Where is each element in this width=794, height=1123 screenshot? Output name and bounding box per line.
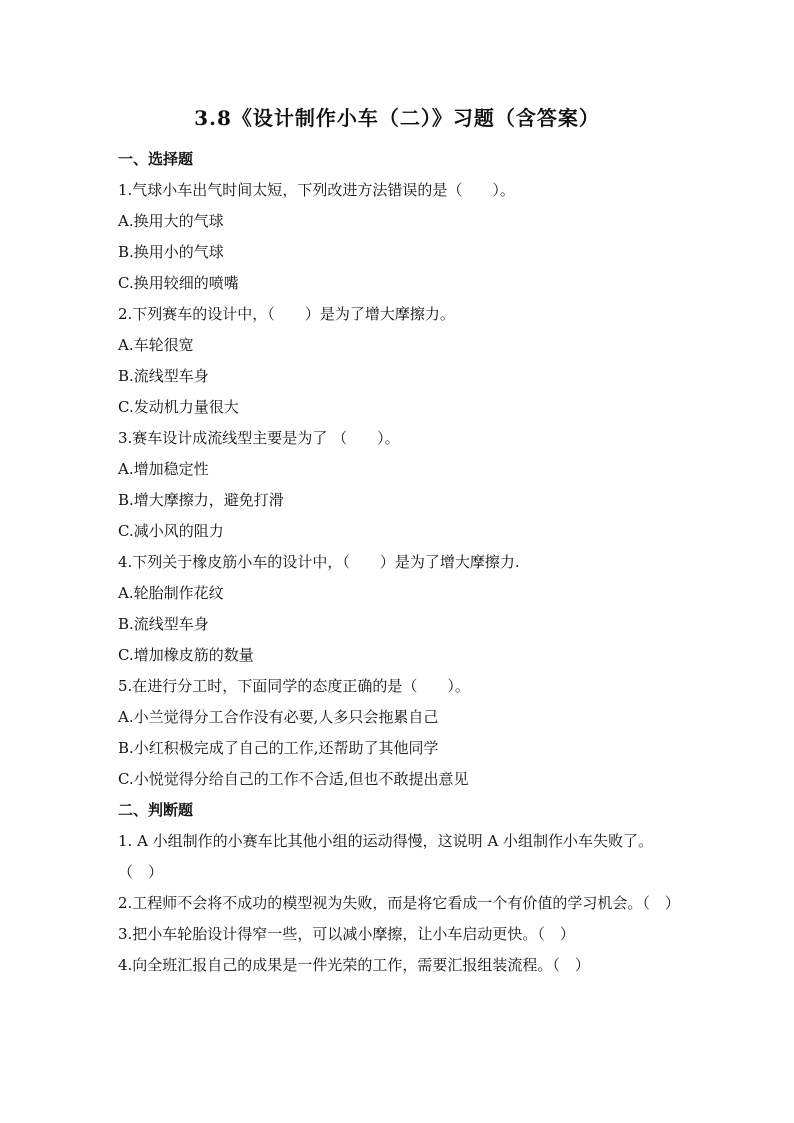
option-b: B.流线型车身 <box>118 367 209 385</box>
document-body <box>118 144 678 981</box>
question-text: 2.下列赛车的设计中，（ ）是为了增大摩擦力。 <box>118 305 455 323</box>
question-block <box>118 175 678 299</box>
judgement-item: 4.向全班汇报自己的成果是一件光荣的工作，需要汇报组装流程。（ ） <box>118 956 590 974</box>
option-a: A.车轮很宽 <box>118 336 194 354</box>
option-c: C.发动机力量很大 <box>118 398 239 416</box>
section-heading-choice: 一、选择题 <box>118 150 194 168</box>
question-text: 5.在进行分工时，下面同学的态度正确的是（ ）。 <box>118 677 470 695</box>
option-a: A.轮胎制作花纹 <box>118 584 224 602</box>
question-text: 1.气球小车出气时间太短，下列改进方法错误的是（ ）。 <box>118 181 515 199</box>
option-b: B.小红积极完成了自己的工作,还帮助了其他同学 <box>118 739 439 757</box>
option-a: A.增加稳定性 <box>118 460 209 478</box>
option-b: B.增大摩擦力，避免打滑 <box>118 491 284 509</box>
option-b: B.流线型车身 <box>118 615 209 633</box>
judgement-item: 3.把小车轮胎设计得窄一些，可以减小摩擦，让小车启动更快。（ ） <box>118 925 575 943</box>
option-a: A.小兰觉得分工合作没有必要,人多只会拖累自己 <box>118 708 439 726</box>
option-c: C.换用较细的喷嘴 <box>118 274 239 292</box>
question-block <box>118 671 678 795</box>
page-title: 3.8《设计制作小车（二）》习题（含答案） <box>194 106 600 130</box>
question-text: 3.赛车设计成流线型主要是为了 （ ）。 <box>118 429 400 447</box>
question-block <box>118 299 678 423</box>
option-c: C.增加橡皮筋的数量 <box>118 646 254 664</box>
judgement-item: 1. A 小组制作的小赛车比其他小组的运动得慢，这说明 A 小组制作小车失败了。（ ） <box>118 832 654 881</box>
question-block <box>118 423 678 547</box>
question-block <box>118 547 678 671</box>
option-a: A.换用大的气球 <box>118 212 224 230</box>
judgement-item: 2.工程师不会将不成功的模型视为失败，而是将它看成一个有价值的学习机会。（ ） <box>118 894 680 912</box>
option-c: C.减小风的阻力 <box>118 522 224 540</box>
option-c: C.小悦觉得分给自己的工作不合适,但也不敢提出意见 <box>118 770 469 788</box>
question-text: 4.下列关于橡皮筋小车的设计中，（ ）是为了增大摩擦力. <box>118 553 520 571</box>
section-heading-judgement: 二、判断题 <box>118 801 194 819</box>
option-b: B.换用小的气球 <box>118 243 224 261</box>
